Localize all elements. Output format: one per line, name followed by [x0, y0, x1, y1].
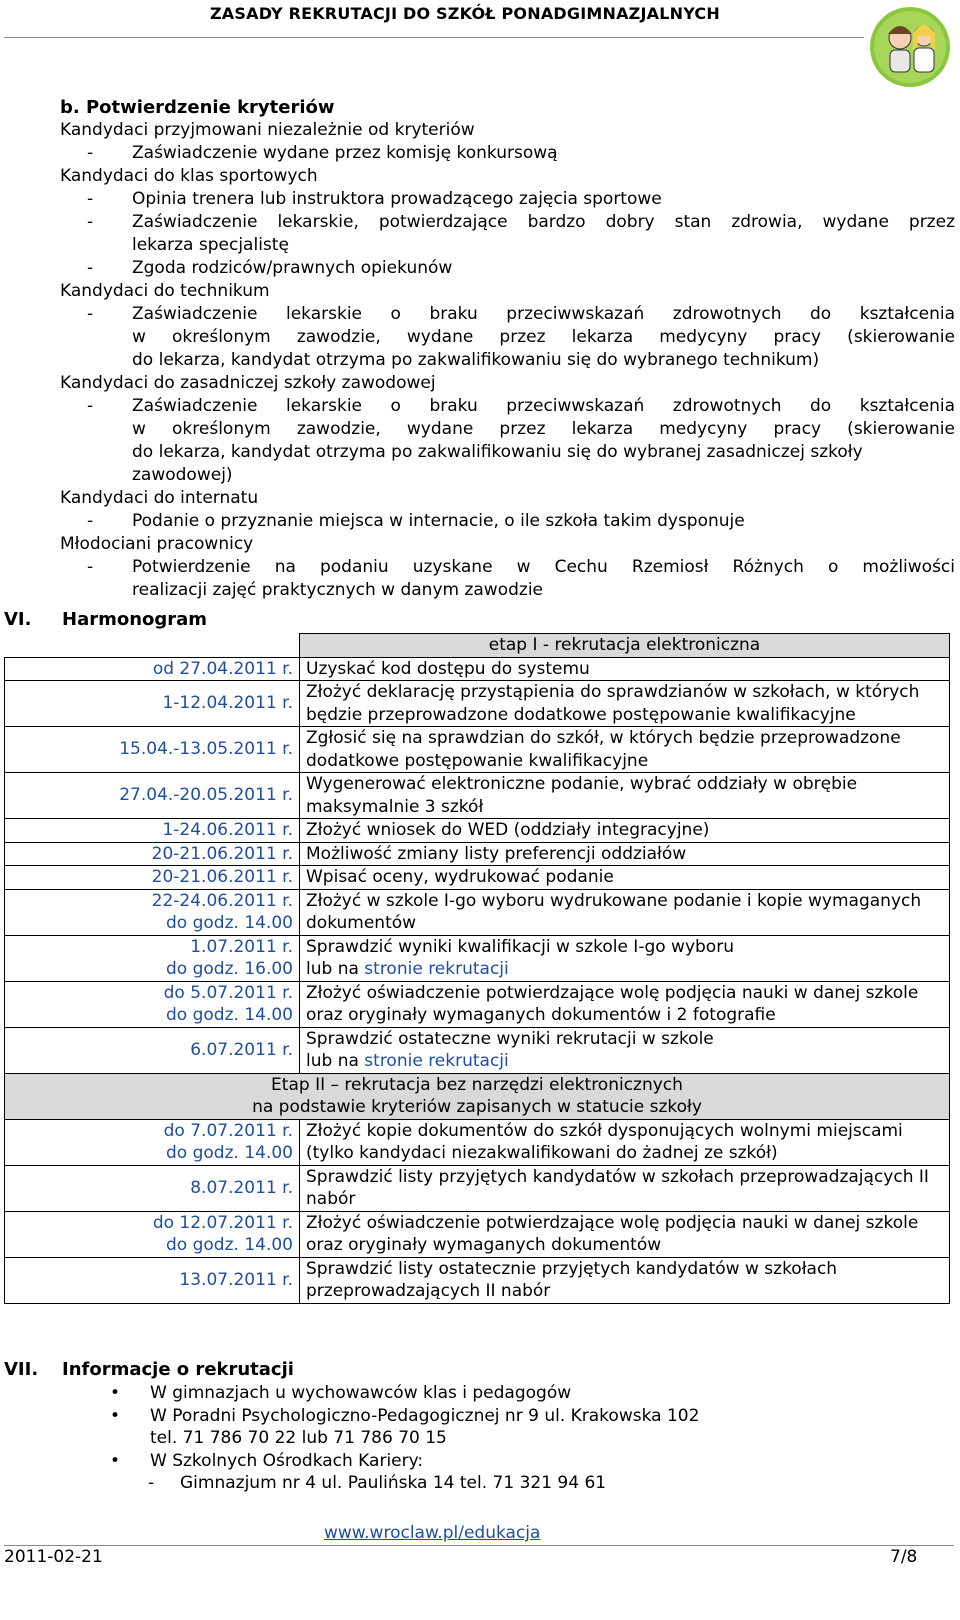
stage-header-row [5, 634, 950, 658]
list-subitem: - Gimnazjum nr 4 ul. Paulińska 14 tel. 71 321 94 61 [148, 1473, 607, 1493]
section-vi-title: Harmonogram [62, 609, 208, 630]
footer-divider [4, 1545, 954, 1546]
table-row: 27.04.-20.05.2011 r. Wygenerować elektroniczne podanie, wybrać oddziały w obrębie maksymalnie 3 szkół [5, 773, 950, 819]
criteria-item-continued: do lekarza, kandydat otrzyma po zakwalifikowaniu się do wybranej zasadniczej szkoły [132, 442, 863, 462]
criteria-item: - Opinia trenera lub instruktora prowadzącego zajęcia sportowe [87, 189, 662, 209]
footer-date: 2011-02-21 [4, 1547, 103, 1567]
table-row: 20-21.06.2011 r. Możliwość zmiany listy preferencji oddziałów [5, 842, 950, 866]
list-item: • W Szkolnych Ośrodkach Kariery: [110, 1450, 424, 1471]
table-row: do 5.07.2011 r. do godz. 14.00 Złożyć oświadczenie potwierdzające wolę podjęcia nauki w danej szkole oraz oryginały wymaganych dokumentów i 2 fotografie [5, 981, 950, 1027]
bullet-icon: • [110, 1383, 121, 1403]
table-row: 15.04.-13.05.2011 r. Zgłosić się na sprawdzian do szkół, w których będzie przeprowadzone dodatkowe postępowanie kwalifikacyjne [5, 727, 950, 773]
criteria-group-heading: Kandydaci do zasadniczej szkoły zawodowej [60, 373, 436, 393]
stage-2-header: Etap II – rekrutacja bez narzędzi elektronicznych na podstawie kryteriów zapisanych w statucie szkoły [5, 1073, 950, 1119]
stage-1-header: etap I - rekrutacja elektroniczna [300, 634, 950, 658]
table-row: 8.07.2011 r. Sprawdzić listy przyjętych kandydatów w szkołach przeprowadzających II nabór [5, 1165, 950, 1211]
section-vii-title: Informacje o rekrutacji [62, 1359, 294, 1380]
list-item-continued: tel. 71 786 70 22 lub 71 786 70 15 [150, 1428, 447, 1448]
criteria-item-continued: realizacji zajęć praktycznych w danym zawodzie [132, 580, 544, 600]
table-row: 20-21.06.2011 r. Wpisać oceny, wydrukować podanie [5, 866, 950, 890]
list-item: • W Poradni Psychologiczno-Pedagogicznej nr 9 ul. Krakowska 102 [110, 1405, 700, 1426]
table-row: do 7.07.2011 r. do godz. 14.00 Złożyć kopie dokumentów do szkół dysponujących wolnymi miejscami (tylko kandydaci niezakwalifikowani do żadnej ze szkół) [5, 1119, 950, 1165]
bullet-icon: • [110, 1405, 121, 1426]
table-row: 13.07.2011 r. Sprawdzić listy ostatecznie przyjętych kandydatów w szkołach przeprowadzających II nabór [5, 1257, 950, 1303]
criteria-item-continued: lekarza specjalistę [132, 235, 289, 255]
table-row: 6.07.2011 r. Sprawdzić ostateczne wyniki rekrutacji w szkole lub na stronie rekrutacji [5, 1027, 950, 1073]
criteria-item: - Potwierdzenie na podaniu uzyskane w Cechu Rzemiosł Różnych o możliwości [87, 557, 955, 577]
recruitment-page-link[interactable]: stronie rekrutacji [364, 1051, 509, 1071]
table-row: 22-24.06.2011 r. do godz. 14.00 Złożyć w szkole I-go wyboru wydrukowane podanie i kopie wymaganych dokumentów [5, 889, 950, 935]
criteria-item-continued: w określonym zawodzie, wydane przez lekarza medycyny pracy (skierowanie [132, 419, 955, 439]
students-logo-icon [866, 4, 956, 90]
bullet-icon: • [110, 1450, 121, 1471]
schedule-table [4, 633, 950, 1304]
criteria-item: - Zgoda rodziców/prawnych opiekunów [87, 258, 453, 278]
table-row: 1-24.06.2011 r. Złożyć wniosek do WED (oddziały integracyjne) [5, 819, 950, 843]
criteria-group-heading: Kandydaci przyjmowani niezależnie od kryteriów [60, 120, 475, 140]
criteria-item: - Zaświadczenie lekarskie o braku przeciwwskazań zdrowotnych do kształcenia [87, 396, 955, 416]
table-row: do 12.07.2011 r. do godz. 14.00 Złożyć oświadczenie potwierdzające wolę podjęcia nauki w danej szkole oraz oryginały wymaganych dokumentów [5, 1211, 950, 1257]
criteria-item: - Podanie o przyznanie miejsca w internacie, o ile szkoła takim dysponuje [87, 511, 745, 531]
page-number: 7/8 [890, 1547, 918, 1567]
criteria-item-continued: w określonym zawodzie, wydane przez lekarza medycyny pracy (skierowanie [132, 327, 955, 347]
criteria-group-heading: Kandydaci do technikum [60, 281, 270, 301]
criteria-item: - Zaświadczenie lekarskie, potwierdzające bardzo dobry stan zdrowia, wydane przez [87, 212, 955, 232]
criteria-confirmation-section [60, 96, 955, 602]
criteria-group-heading: Młodociani pracownicy [60, 534, 254, 554]
recruitment-page-link[interactable]: stronie rekrutacji [364, 959, 509, 979]
section-vii-number: VII. [4, 1359, 39, 1380]
header-title: ZASADY REKRUTACJI DO SZKÓŁ PONADGIMNAZJALNYCH [210, 4, 720, 23]
table-row: od 27.04.2011 r. Uzyskać kod dostępu do systemu [5, 657, 950, 681]
footer-url-link[interactable]: www.wroclaw.pl/edukacja [324, 1523, 541, 1543]
criteria-group-heading: Kandydaci do internatu [60, 488, 259, 508]
recruitment-info-list [110, 1382, 699, 1495]
list-item: • W gimnazjach u wychowawców klas i pedagogów [110, 1383, 572, 1403]
table-row: 1.07.2011 r. do godz. 16.00 Sprawdzić wyniki kwalifikacji w szkole I-go wyboru lub na stronie rekrutacji [5, 935, 950, 981]
stage-header-row [5, 1073, 950, 1119]
criteria-item: - Zaświadczenie lekarskie o braku przeciwwskazań zdrowotnych do kształcenia [87, 304, 955, 324]
header-divider [4, 37, 864, 38]
criteria-item: - Zaświadczenie wydane przez komisję konkursową [87, 143, 558, 163]
criteria-item-continued: do lekarza, kandydat otrzyma po zakwalifikowaniu się do wybranego technikum) [132, 350, 820, 370]
section-b-title: b. Potwierdzenie kryteriów [60, 97, 335, 118]
criteria-item-continued: zawodowej) [132, 465, 233, 485]
table-row: 1-12.04.2011 r. Złożyć deklarację przystąpienia do sprawdzianów w szkołach, w których będzie przeprowadzone dodatkowe postępowanie kwalifikacyjne [5, 681, 950, 727]
page-header [0, 0, 960, 40]
criteria-group-heading: Kandydaci do klas sportowych [60, 166, 318, 186]
section-vi-number: VI. [4, 609, 32, 630]
